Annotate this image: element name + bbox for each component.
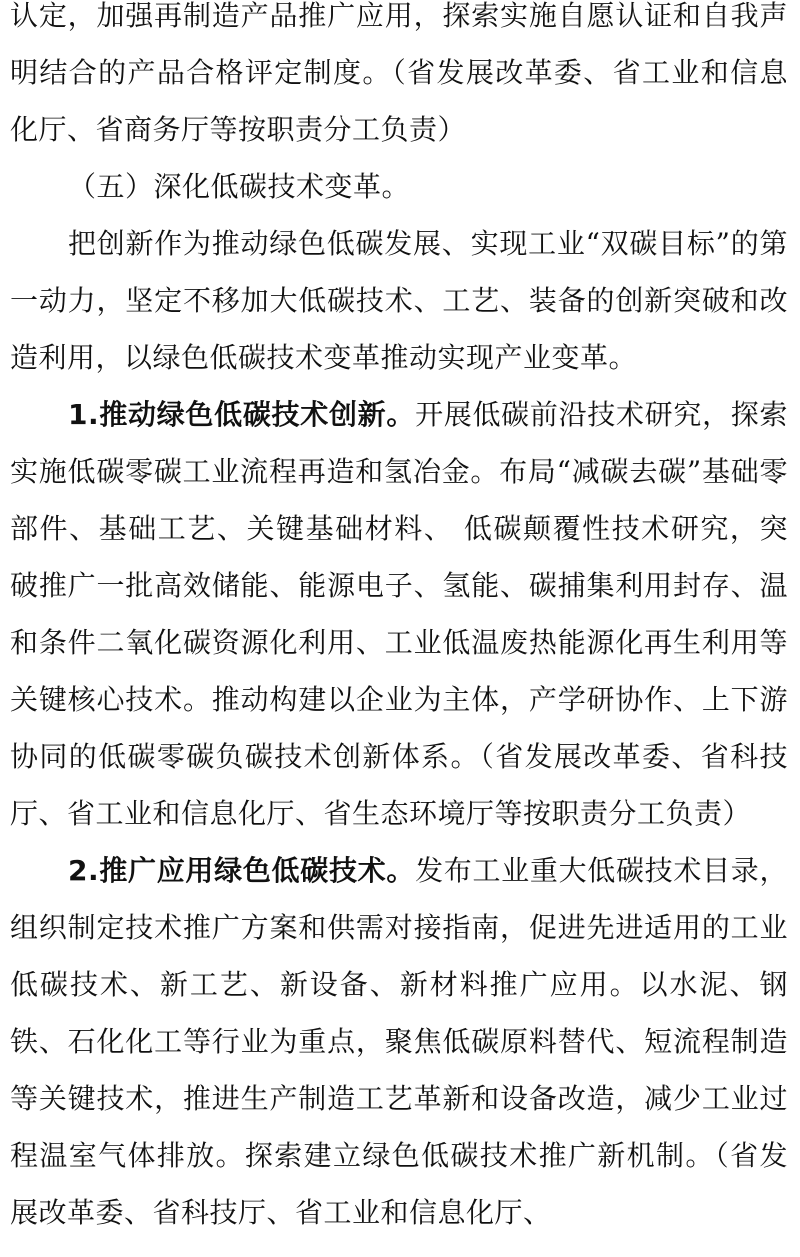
paragraph-continuation	[10, 0, 788, 158]
paragraph-text: 认定，加强再制造产品推广应用，探索实施自愿认证和自我声明结合的产品合格评定制度。（省发展改革委、省工业和信息化厅、省商务厅等按职责分工负责）	[10, 0, 788, 146]
paragraph-text: 把创新作为推动绿色低碳发展、实现工业“双碳目标”的第一动力，坚定不移加大低碳技术、工艺、装备的创新突破和改造利用，以绿色低碳技术变革推动实现产业变革。	[10, 227, 788, 374]
paragraph-text: 开展低碳前沿技术研究，探索实施低碳零碳工业流程再造和氢冶金。布局“减碳去碳”基础零部件、基础工艺、关键基础材料、 低碳颠覆性技术研究，突破推广一批高效储能、能源电子、氢能、碳捕集利用封存、温和条件二氧化碳资源化利用、工业低温废热能源化再生利用等关键核心技术。推动构建以企业为主体，产学研协作、上下游协同的低碳零碳负碳技术创新体系。（省发展改革委、省科技厅、省工业和信息化厅、省生态环境厅等按职责分工负责）	[10, 398, 788, 830]
section-heading	[10, 158, 788, 215]
paragraph-item-1	[10, 386, 788, 842]
paragraph-intro	[10, 215, 788, 386]
paragraph-text: 发布工业重大低碳技术目录，组织制定技术推广方案和供需对接指南，促进先进适用的工业低碳技术、新工艺、新设备、新材料推广应用。以水泥、钢铁、石化化工等行业为重点，聚焦低碳原料替代、短流程制造等关键技术，推进生产制造工艺革新和设备改造，减少工业过程温室气体排放。探索建立绿色低碳技术推广新机制。（省发展改革委、省科技厅、省工业和信息化厅、	[10, 854, 788, 1229]
item-lead-in: 1.推动绿色低碳技术创新。	[68, 398, 416, 431]
section-heading-text: （五）深化低碳技术变革。	[68, 170, 411, 203]
item-lead-in: 2.推广应用绿色低碳技术。	[68, 854, 416, 887]
paragraph-item-2	[10, 842, 788, 1241]
